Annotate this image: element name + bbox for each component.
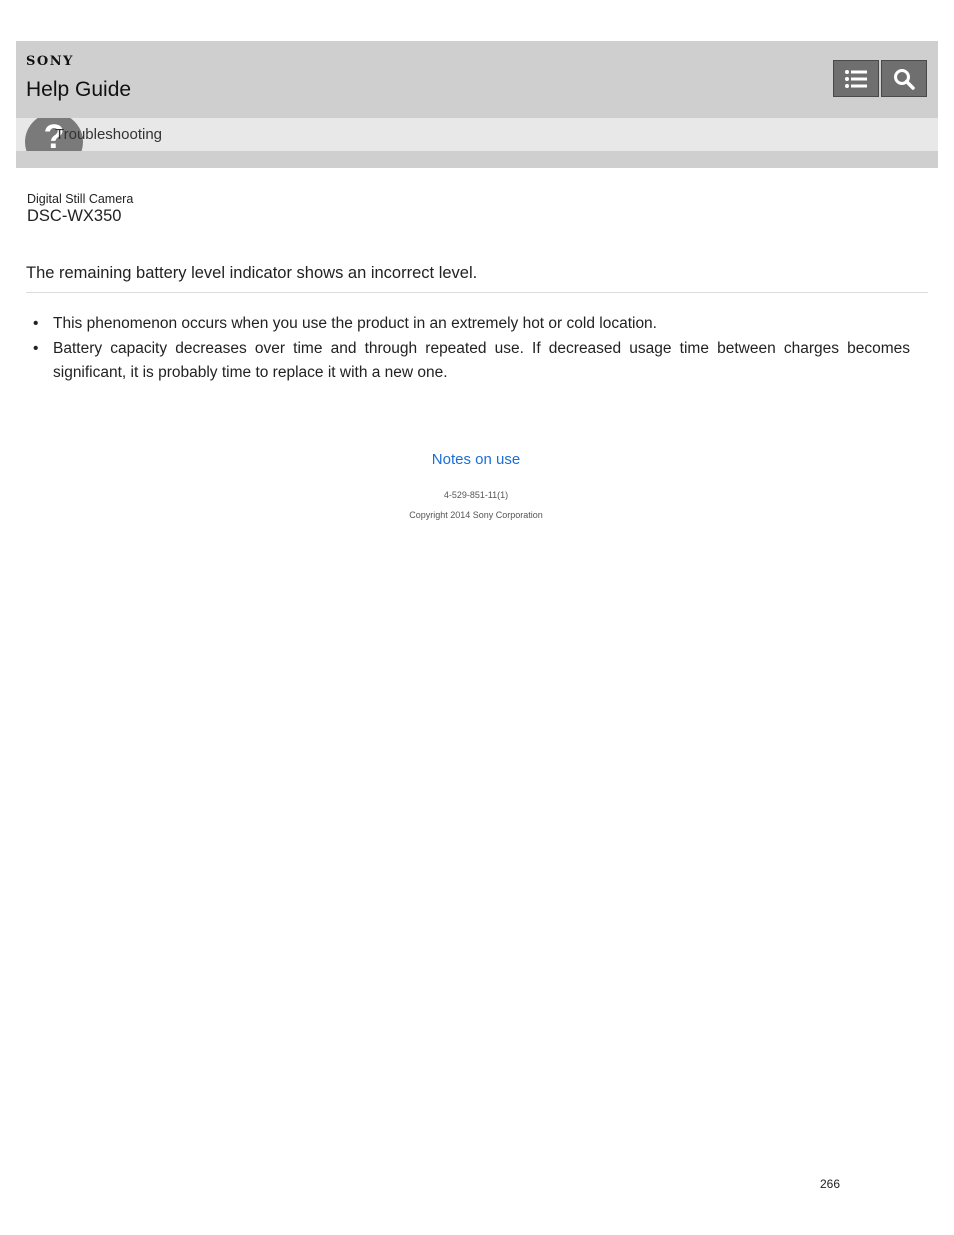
table-of-contents-button[interactable] (833, 60, 879, 97)
copyright-text: Copyright 2014 Sony Corporation (409, 510, 543, 520)
search-button[interactable] (881, 60, 927, 97)
page-title: The remaining battery level indicator shows an incorrect level. (26, 264, 478, 282)
header-bar (16, 41, 938, 168)
category-bar (16, 118, 938, 151)
page-number: 266 (820, 1177, 841, 1191)
list-item: • This phenomenon occurs when you use the product in an extremely hot or cold location. (26, 312, 910, 337)
question-mark-icon: ? (25, 118, 83, 151)
model-name: DSC-WX350 (27, 207, 122, 225)
document-id: 4-529-851-11(1) (443, 490, 509, 500)
bullet-list (26, 312, 910, 386)
search-icon (893, 68, 915, 90)
category-label[interactable]: Troubleshooting (55, 126, 163, 143)
product-type: Digital Still Camera (27, 192, 134, 206)
notes-on-use-link[interactable]: Notes on use (431, 451, 521, 468)
divider (26, 292, 928, 293)
guide-title: Help Guide (26, 78, 132, 101)
list-icon (844, 69, 868, 89)
brand-logo: SONY (26, 54, 74, 69)
list-item: • Battery capacity decreases over time and through repeated use. If decreased usage time between charges becomes significant, it is probably time to replace it with a new one. (26, 337, 910, 386)
